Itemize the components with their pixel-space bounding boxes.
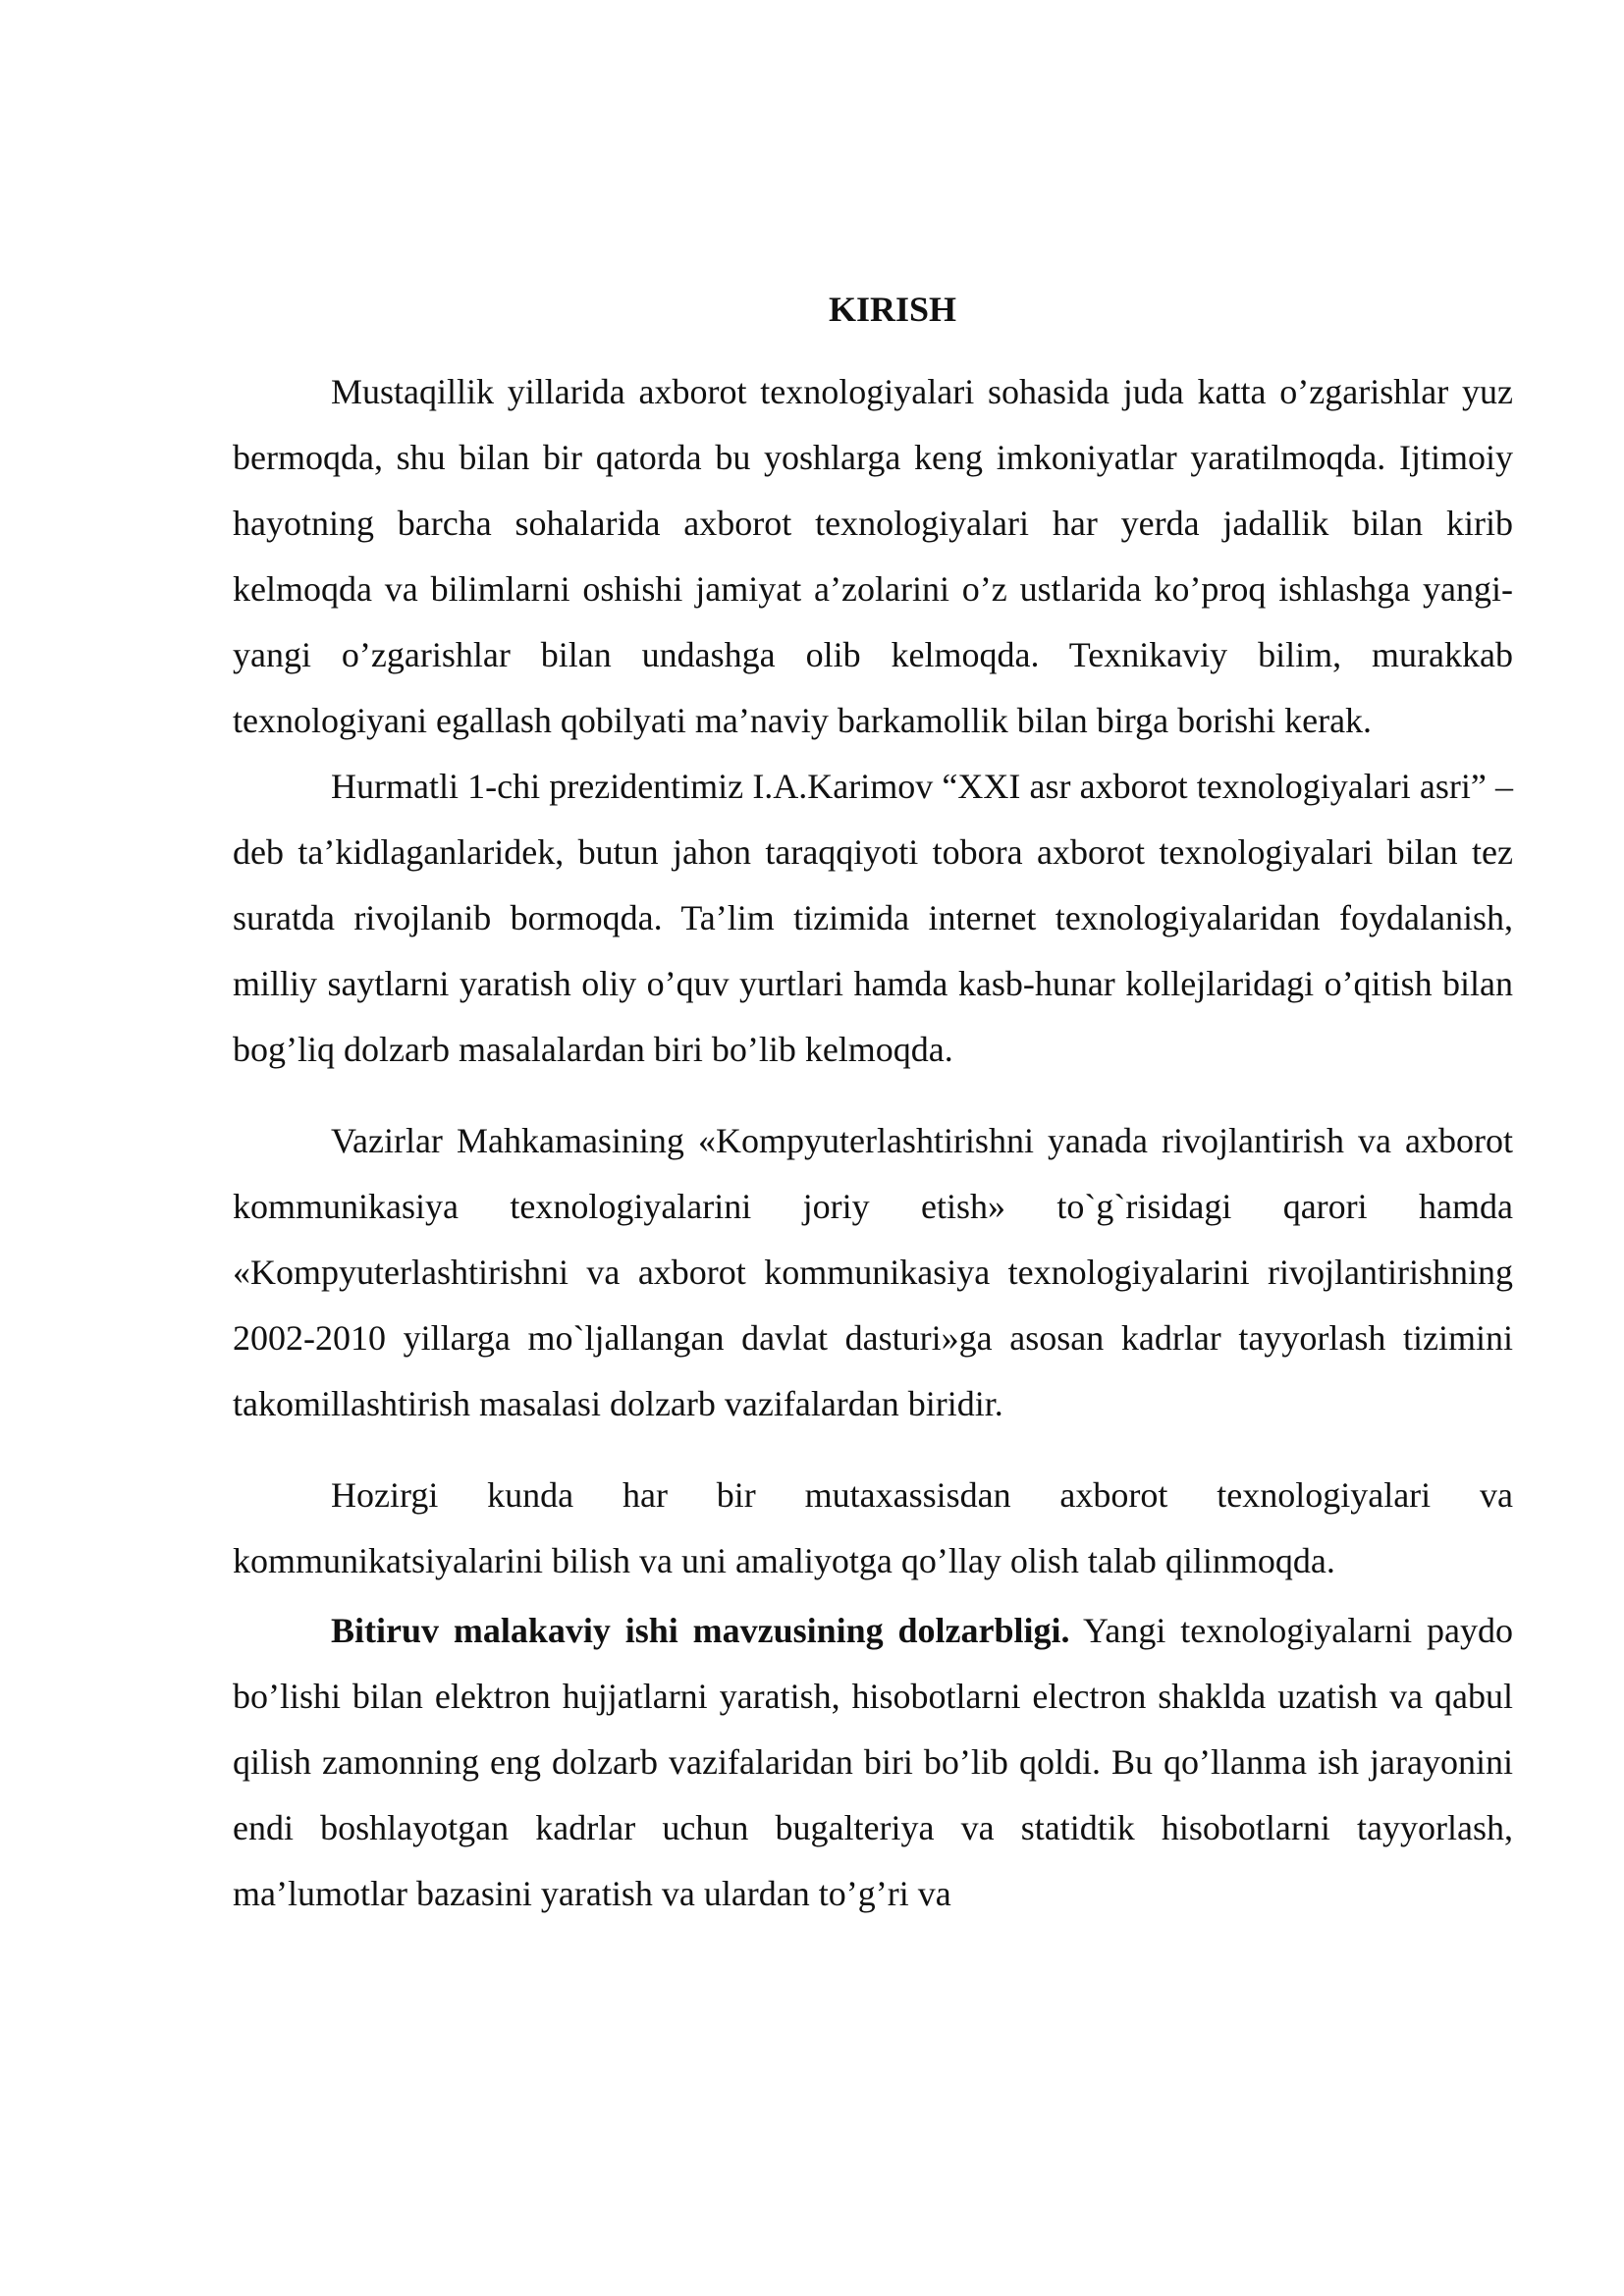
- section-lead-heading: Bitiruv malakaviy ishi mavzusining dolzarbligi.: [331, 1611, 1070, 1650]
- paragraph-5-text: Yangi texnologiyalarni paydo bo’lishi bilan elektron hujjatlarni yaratish, hisobotlarni electron shaklda uzatish va qabul qilish zamonning eng dolzarb vazifalaridan biri bo’lib qoldi. Bu qo’llanma ish jarayonini endi boshlayotgan kadrlar uchun bugalteriya va statidtik hisobotlarni tayyorlash, ma’lumotlar bazasini yaratish va ulardan to’g’ri va: [233, 1611, 1513, 1913]
- paragraph-4: Hozirgi kunda har bir mutaxassisdan axborot texnologiyalari va kommunikatsiyalarini bilish va uni amaliyotga qo’llay olish talab qilinmoqda.: [233, 1475, 1513, 1580]
- document-body: [233, 287, 1513, 1927]
- paragraph-2: Hurmatli 1-chi prezidentimiz I.A.Karimov “XXI asr axborot texnologiyalari asri” – deb ta’kidlaganlaridek, butun jahon taraqqiyoti tobora axborot texnologiyalari bilan tez suratda rivojlanib bormoqda. Ta’lim tizimida internet texnologiyalaridan foydalanish, milliy saytlarni yaratish oliy o’quv yurtlari hamda kasb-hunar kollejlaridagi o’qitish bilan bog’liq dolzarb masalalardan biri bo’lib kelmoqda.: [233, 767, 1513, 1069]
- paragraph-5: [233, 1598, 1513, 1927]
- paragraph-1: Mustaqillik yillarida axborot texnologiyalari sohasida juda katta o’zgarishlar yuz bermoqda, shu bilan bir qatorda bu yoshlarga keng imkoniyatlar yaratilmoqda. Ijtimoiy hayotning barcha sohalarida axborot texnologiyalari har yerda jadallik bilan kirib kelmoqda va bilimlarni oshishi jamiyat a’zolarini o’z ustlarida ko’proq ishlashga yangi-yangi o’zgarishlar bilan undashga olib kelmoqda. Texnikaviy bilim, murakkab texnologiyani egallash qobilyati ma’naviy barkamollik bilan birga borishi kerak.: [233, 372, 1513, 740]
- paragraph-3: Vazirlar Mahkamasining «Kompyuterlashtirishni yanada rivojlantirish va axborot kommunikasiya texnologiyalarini joriy etish» to`g`risidagi qarori hamda «Kompyuterlashtirishni va axborot kommunikasiya texnologiyalarini rivojlantirishning 2002-2010 yillarga mo`ljallangan davlat dasturi»ga asosan kadrlar tayyorlash tizimini takomillashtirish masalasi dolzarb vazifalardan biridir.: [233, 1121, 1513, 1423]
- page-title: KIRISH: [828, 290, 957, 329]
